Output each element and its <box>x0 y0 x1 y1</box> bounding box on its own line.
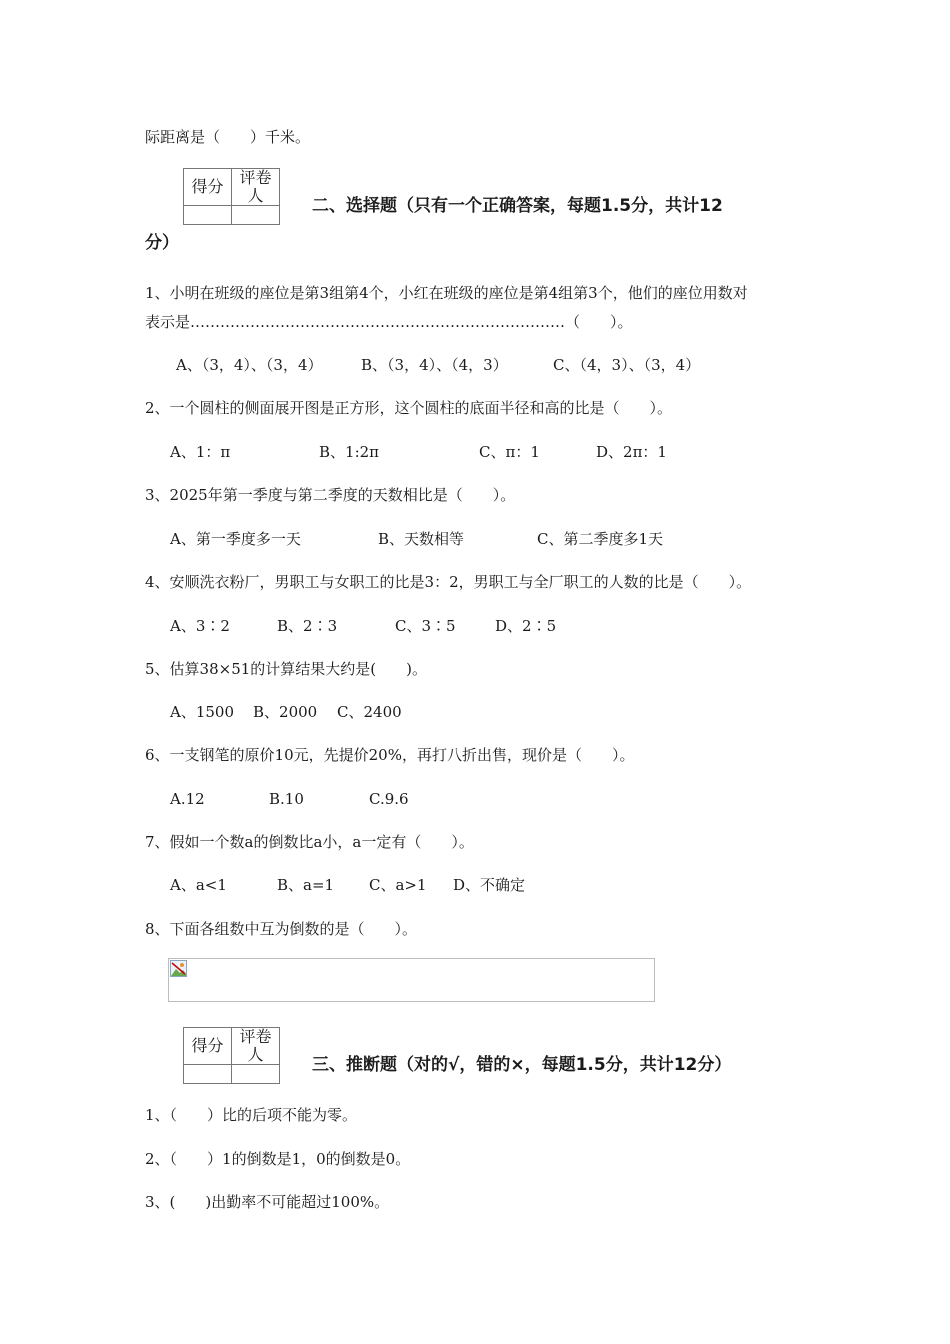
score-table <box>183 168 280 225</box>
q5-option-c: C、2400 <box>337 703 402 721</box>
q3-option-a: A、第一季度多一天 <box>170 530 301 548</box>
q7-option-a: A、a<1 <box>170 876 227 894</box>
grader-label: 评卷人 <box>232 169 280 206</box>
top-line: 际距离是（ ）千米。 <box>145 128 311 146</box>
judge-item-2: 2、（ ）1的倒数是1，0的倒数是0。 <box>145 1150 411 1168</box>
q2-option-b: B、1:2π <box>319 443 380 461</box>
q5-option-a: A、1500 <box>170 703 235 721</box>
q4-option-d: D、2∶5 <box>495 617 557 635</box>
q6-option-c: C.9.6 <box>369 790 409 808</box>
question-5-stem: 5、估算38×51的计算结果大约是( )。 <box>145 660 427 678</box>
q6-option-b: B.10 <box>269 790 304 808</box>
q1-option-c: C、（4，3）、（3，4） <box>553 356 701 374</box>
q5-option-b: B、2000 <box>253 703 318 721</box>
q1-option-b: B、（3，4）、（4，3） <box>361 356 508 374</box>
question-8-image-box <box>168 958 655 1002</box>
question-8-stem: 8、下面各组数中互为倒数的是（ ）。 <box>145 920 418 938</box>
section2-title-cont: 分） <box>145 233 179 253</box>
question-1-stem-cont: 表示是…………………………………………………………………（ ）。 <box>145 313 633 331</box>
q4-option-a: A、3∶2 <box>170 617 230 635</box>
question-6-stem: 6、一支钢笔的原价10元，先提价20%，再打八折出售，现价是（ ）。 <box>145 746 635 764</box>
q3-option-c: C、第二季度多1天 <box>537 530 664 548</box>
question-4-stem: 4、安顺洗衣粉厂，男职工与女职工的比是3：2，男职工与全厂职工的人数的比是（ ）。 <box>145 573 752 591</box>
score-label: 得分 <box>184 1028 232 1065</box>
section2-title: 二、选择题（只有一个正确答案，每题1.5分，共计12 <box>312 196 723 216</box>
grader-label: 评卷人 <box>232 1028 280 1065</box>
q7-option-b: B、a=1 <box>277 876 335 894</box>
q7-option-c: C、a>1 <box>369 876 427 894</box>
section3-title: 三、推断题（对的√，错的×，每题1.5分，共计12分） <box>312 1055 732 1075</box>
q2-option-c: C、π：1 <box>479 443 540 461</box>
score-label: 得分 <box>184 169 232 206</box>
q1-option-a: A、（3，4）、（3，4） <box>176 356 323 374</box>
score-cell <box>184 206 232 225</box>
q6-option-a: A.12 <box>170 790 205 808</box>
score-cell <box>184 1065 232 1084</box>
question-1-stem: 1、小明在班级的座位是第3组第4个，小红在班级的座位是第4组第3个，他们的座位用数对 <box>145 284 748 302</box>
grader-cell <box>232 206 280 225</box>
score-table-2 <box>183 1027 280 1084</box>
judge-item-1: 1、（ ）比的后项不能为零。 <box>145 1106 358 1124</box>
grader-cell <box>232 1065 280 1084</box>
q2-option-d: D、2π：1 <box>596 443 667 461</box>
broken-image-icon <box>170 960 187 977</box>
q2-option-a: A、1：π <box>170 443 231 461</box>
q3-option-b: B、天数相等 <box>378 530 465 548</box>
q4-option-c: C、3∶5 <box>395 617 456 635</box>
q4-option-b: B、2∶3 <box>277 617 338 635</box>
question-3-stem: 3、2025年第一季度与第二季度的天数相比是（ ）。 <box>145 486 516 504</box>
q7-option-d: D、不确定 <box>453 876 526 894</box>
question-2-stem: 2、一个圆柱的侧面展开图是正方形，这个圆柱的底面半径和高的比是（ ）。 <box>145 399 673 417</box>
question-7-stem: 7、假如一个数a的倒数比a小，a一定有（ ）。 <box>145 833 474 851</box>
judge-item-3: 3、( )出勤率不可能超过100%。 <box>145 1193 390 1211</box>
